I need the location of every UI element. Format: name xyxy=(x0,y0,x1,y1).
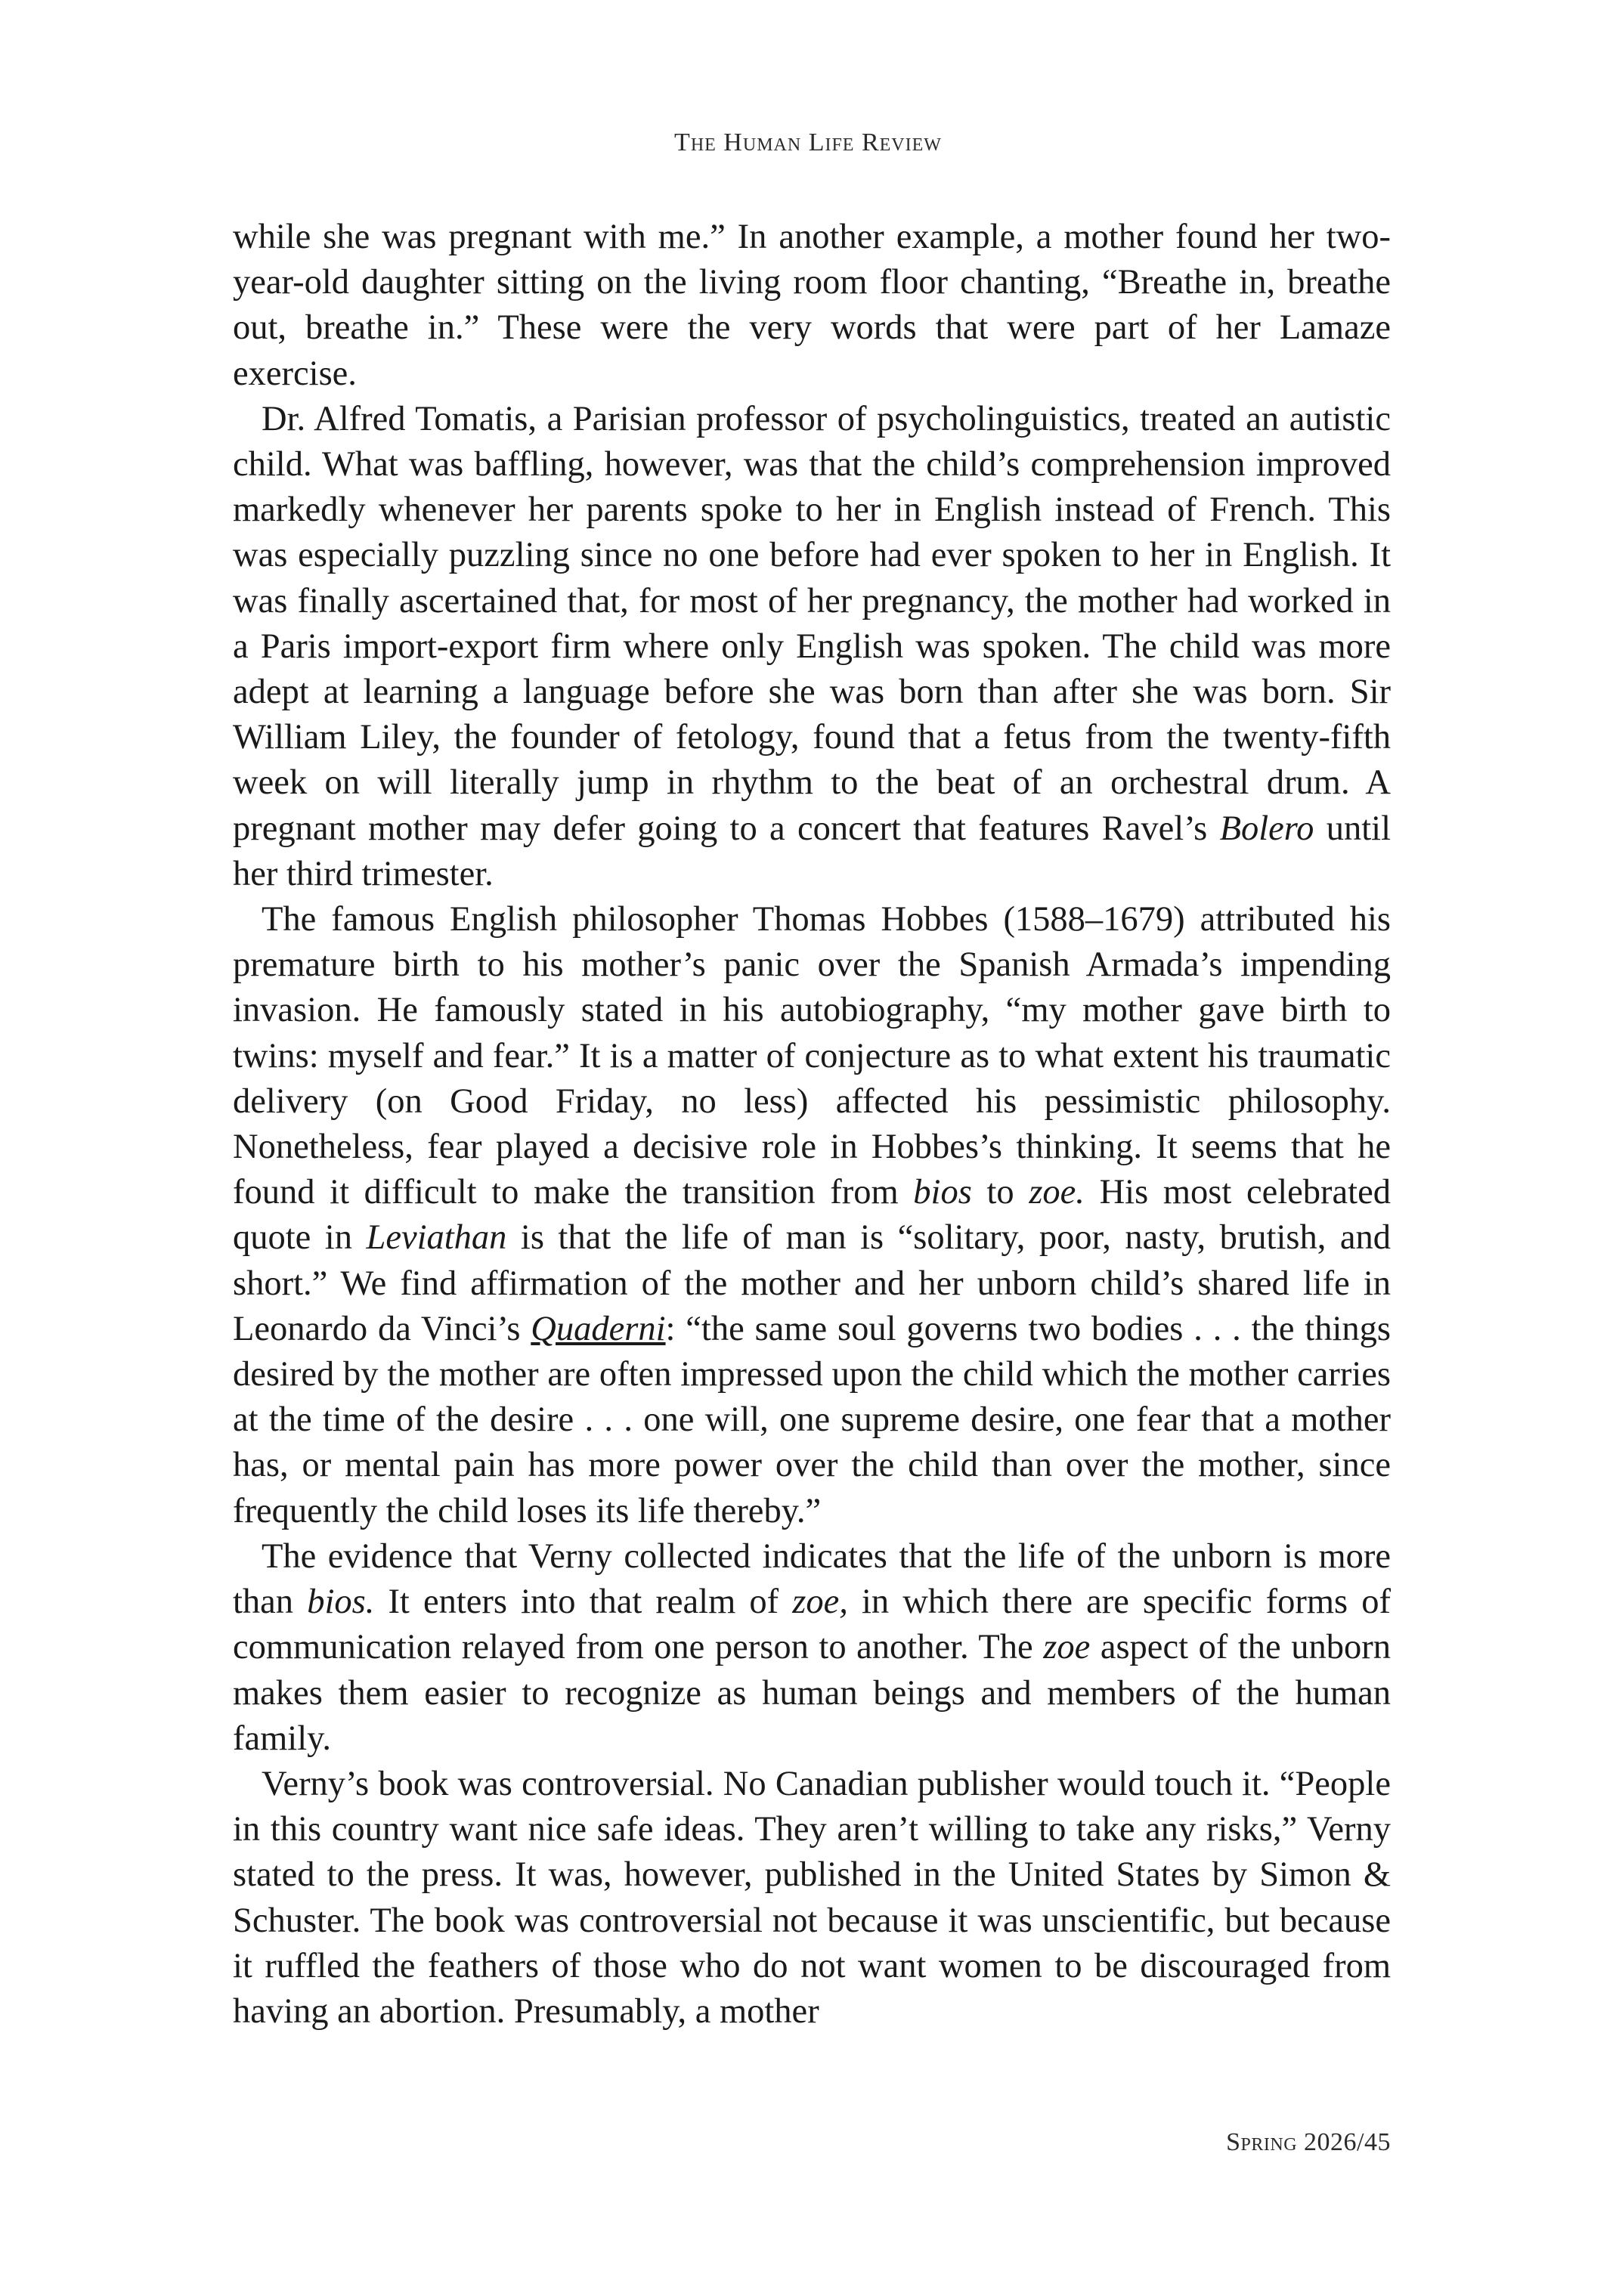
text-run: The evidence that Verny collected indicates that the life of the unborn is more than xyxy=(233,1536,1391,1622)
italic-term: bios xyxy=(913,1173,972,1212)
text-run: The famous English philosopher Thomas Hobbes (1588–1679) attributed his premature birth to his mother’s panic over the Spanish Armada’s impending invasion. He famously stated in his autobiography, “my mother gave birth to twins: myself and fear.” It is a matter of conjecture as to what extent his traumatic delivery (on Good Friday, no less) affected his pessimistic philosophy. Nonetheless, fear played a decisive role in Hobbes’s thinking. It seems that he found it difficult to make the transition from xyxy=(233,900,1391,1212)
text-run: in which there are specific forms of communication relayed from one person to another. The xyxy=(233,1583,1392,1667)
text-run: Dr. Alfred Tomatis, a Parisian professor of psycholinguistics, treated an autistic child. What was baffling, however, was that the child’s comprehension improved markedly whenever her parents spoke to her in English instead of French. This was especially puzzling since no one before had ever spoken to her in English. It was finally ascertained that, for most of her pregnancy, the mother had worked in a Paris import-export firm where only English was spoken. The child was more adept at learning a language before she was born than after she was born. Sir William Liley, the founder of fetology, found that a fetus from the twenty-fifth week on will literally jump in rhythm to the beat of an orchestral drum. A pregnant mother may defer going to a concert that features Ravel’s xyxy=(233,399,1391,848)
text-run: It enters into that realm of xyxy=(374,1583,793,1622)
text-run: : “the same soul governs two bodies . . . the things desired by the mother are often impressed upon the child which the mother carries at the time of the desire . . . one will, one supreme desire, one fear that a mother has, or mental pain has more power over the child than over the mother, since frequently the child loses its life thereby.” xyxy=(233,1309,1391,1530)
text-run: until her third trimester. xyxy=(233,809,1391,893)
body-paragraph xyxy=(233,397,1391,897)
italic-term: Bolero xyxy=(1219,809,1314,848)
italic-term: Quaderni xyxy=(531,1309,666,1348)
running-head: The Human Life Review xyxy=(674,128,942,156)
text-run: His most celebrated quote in xyxy=(233,1173,1391,1258)
italic-term: zoe. xyxy=(1029,1173,1085,1212)
body-paragraph xyxy=(233,1534,1391,1762)
page-folio: Spring 2026/45 xyxy=(1226,2128,1391,2156)
italic-term: Leviathan xyxy=(366,1218,507,1258)
text-run: while she was pregnant with me.” In another example, a mother found her two-year-old daughter sitting on the living room floor chanting, “Breathe in, breathe out, breathe in.” These were the very words that were part of her Lamaze exercise. xyxy=(233,218,1391,393)
text-run: Verny’s book was controversial. No Canadian publisher would touch it. “People in this country want nice safe ideas. They aren’t willing to take any risks,” Verny stated to the press. It was, however, published in the United States by Simon & Schuster. The book was controversial not because it was unscientific, but because it ruffled the feathers of those who do not want women to be discouraged from having an abortion. Presumably, a mother xyxy=(233,1764,1391,2031)
italic-term: bios. xyxy=(307,1583,375,1622)
article-body xyxy=(233,215,1391,2035)
italic-term: zoe xyxy=(1043,1628,1091,1667)
body-paragraph xyxy=(233,897,1391,1534)
text-run: is that the life of man is “solitary, poor, nasty, brutish, and short.” We find affirmation of the mother and her unborn child’s shared life in Leonardo da Vinci’s xyxy=(233,1218,1391,1348)
text-run: aspect of the unborn makes them easier to recognize as human beings and members of the human family. xyxy=(233,1628,1391,1758)
italic-term: zoe, xyxy=(792,1583,848,1622)
text-run: to xyxy=(971,1173,1029,1212)
body-paragraph xyxy=(233,1762,1391,2035)
body-paragraph xyxy=(233,215,1391,397)
